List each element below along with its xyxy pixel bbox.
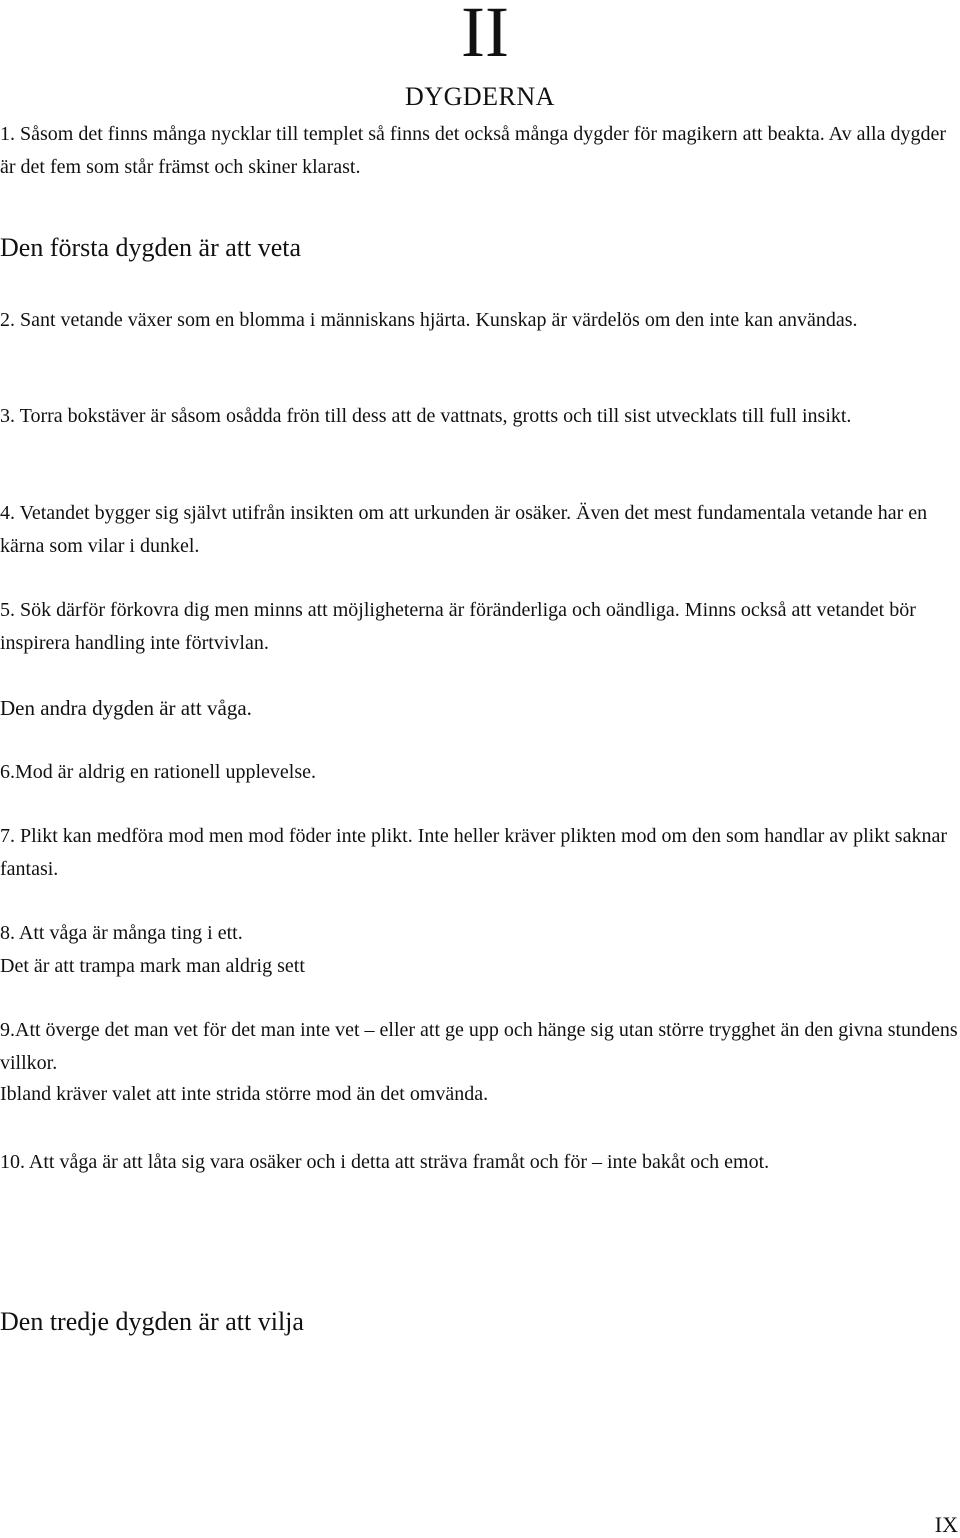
paragraph-5: 5. Sök därför förkovra dig men minns att möjligheterna är föränderliga och oändliga. Minns också att vetandet bör inspirera handling inte förtvivlan.	[0, 599, 916, 654]
paragraph-1: 1. Såsom det finns många nycklar till templet så finns det också många dygder för magikern att beakta. Av alla dygder är det fem som står främst och skiner klarast.	[0, 123, 947, 178]
paragraph-7: 7. Plikt kan medföra mod men mod föder inte plikt. Inte heller kräver plikten mod om den som handlar av plikt saknar fantasi.	[0, 825, 947, 880]
paragraph-6: 6.Mod är aldrig en rationell upplevelse.	[0, 761, 317, 783]
paragraph-9: 9.Att överge det man vet för det man inte vet – eller att ge upp och hänge sig utan större trygghet än den givna stundens villkor.	[0, 1019, 958, 1074]
paragraph-10: 10. Att våga är att låta sig vara osäker och i detta att sträva framåt och för – inte bakåt och emot.	[0, 1151, 770, 1173]
paragraph-4: 4. Vetandet bygger sig självt utifrån insikten om att urkunden är osäker. Även det mest fundamentala vetande har en kärna som vilar i dunkel.	[0, 502, 928, 557]
page-title: DYGDERNA	[405, 82, 555, 111]
paragraph-8-line-1: 8. Att våga är många ting i ett.	[0, 922, 243, 944]
paragraph-9-line-2: Ibland kräver valet att inte strida större mod än det omvända.	[0, 1083, 489, 1105]
heading-first-virtue: Den första dygden är att veta	[0, 233, 302, 262]
paragraph-8-line-2: Det är att trampa mark man aldrig sett	[0, 955, 305, 977]
chapter-numeral: II	[461, 0, 509, 72]
heading-second-virtue: Den andra dygden är att våga.	[0, 696, 252, 720]
paragraph-2: 2. Sant vetande växer som en blomma i människans hjärta. Kunskap är värdelös om den inte kan användas.	[0, 309, 858, 331]
heading-third-virtue: Den tredje dygden är att vilja	[0, 1307, 304, 1336]
page-number: IX	[934, 1512, 958, 1537]
paragraph-3: 3. Torra bokstäver är såsom osådda frön till dess att de vattnats, grotts och till sist utvecklats till full insikt.	[0, 405, 852, 427]
